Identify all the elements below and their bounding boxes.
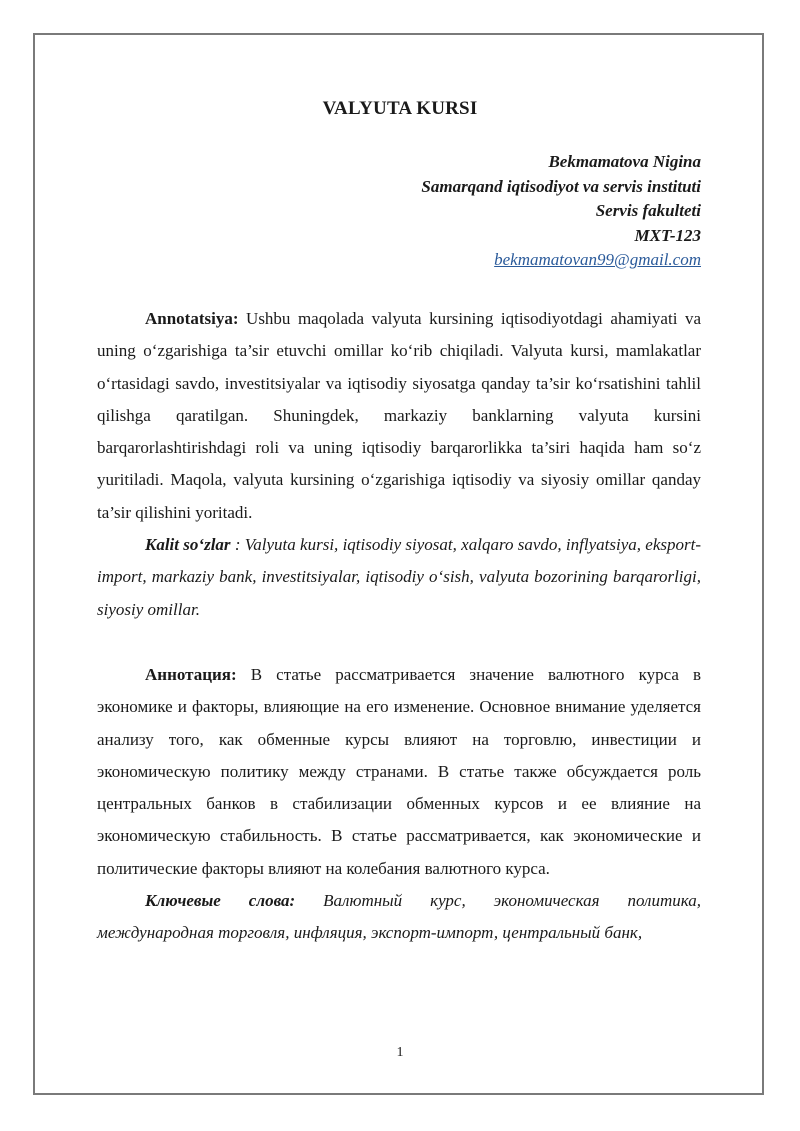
russian-keywords-text: Валютный курс, экономическая политика, международная торговля, инфляция, экспорт-импорт, центральный банк, (97, 891, 701, 943)
uzbek-abstract-label: Annotatsiya: (145, 309, 239, 328)
author-group: MXT-123 (634, 225, 701, 245)
author-block (421, 150, 701, 273)
uzbek-keywords-paragraph (97, 529, 701, 626)
uzbek-abstract-text: Ushbu maqolada valyuta kursining iqtisodiyotdagi ahamiyati va uning o‘zgarishiga ta’sir etuvchi omillar ko‘rib chiqiladi. Valyuta kursi, mamlakatlar o‘rtasidagi savdo, investitsiyalar va iqtisodiy siyosatga qanday ta’sir ko‘rsatishini tahlil qilishga qaratilgan. Shuningdek, markaziy banklarning valyuta kursini barqarorlashtirishdagi roli va uning iqtisodiy barqarorlikka ta’siri haqida ham so‘z yuritiladi. Maqola, valyuta kursining o‘zgarishiga iqtisodiy va siyosiy omillar qanday ta’sir qilishini yoritadi. (97, 309, 701, 522)
russian-abstract-label: Аннотация: (145, 665, 237, 684)
uzbek-abstract-section (97, 303, 701, 626)
author-faculty: Servis fakulteti (595, 201, 701, 220)
author-email-link[interactable]: bekmamatovan99@gmail.com (494, 250, 701, 269)
document-title: VALYUTA KURSI (322, 98, 478, 119)
author-name: Bekmamatova Nigina (548, 152, 701, 171)
russian-abstract-paragraph (97, 659, 701, 885)
uzbek-keywords-text: : Valyuta kursi, iqtisodiy siyosat, xalqaro savdo, inflyatsiya, eksport-import, markaziy bank, investitsiyalar, iqtisodiy o‘sish, valyuta bozorining barqarorligi, siyosiy omillar. (97, 535, 701, 619)
russian-keywords-paragraph (97, 885, 701, 950)
russian-abstract-section (97, 659, 701, 950)
author-institution: Samarqand iqtisodiyot va servis instituti (421, 176, 701, 196)
russian-abstract-text: В статье рассматривается значение валютного курса в экономике и факторы, влияющие на его изменение. Основное внимание уделяется анализу того, как обменные курсы влияют на торговлю, инвестиции и экономическую политику между странами. В статье также обсуждается роль центральных банков в стабилизации обменных курсов и ее влияние на экономическую стабильность. В статье рассматривается, как экономические и политические факторы влияют на колебания валютного курса. (97, 665, 701, 878)
page-number: 1 (396, 1045, 404, 1060)
uzbek-abstract-paragraph (97, 303, 701, 529)
uzbek-keywords-label: Kalit so‘zlar (145, 535, 231, 555)
russian-keywords-label: Ключевые слова: (145, 891, 296, 911)
